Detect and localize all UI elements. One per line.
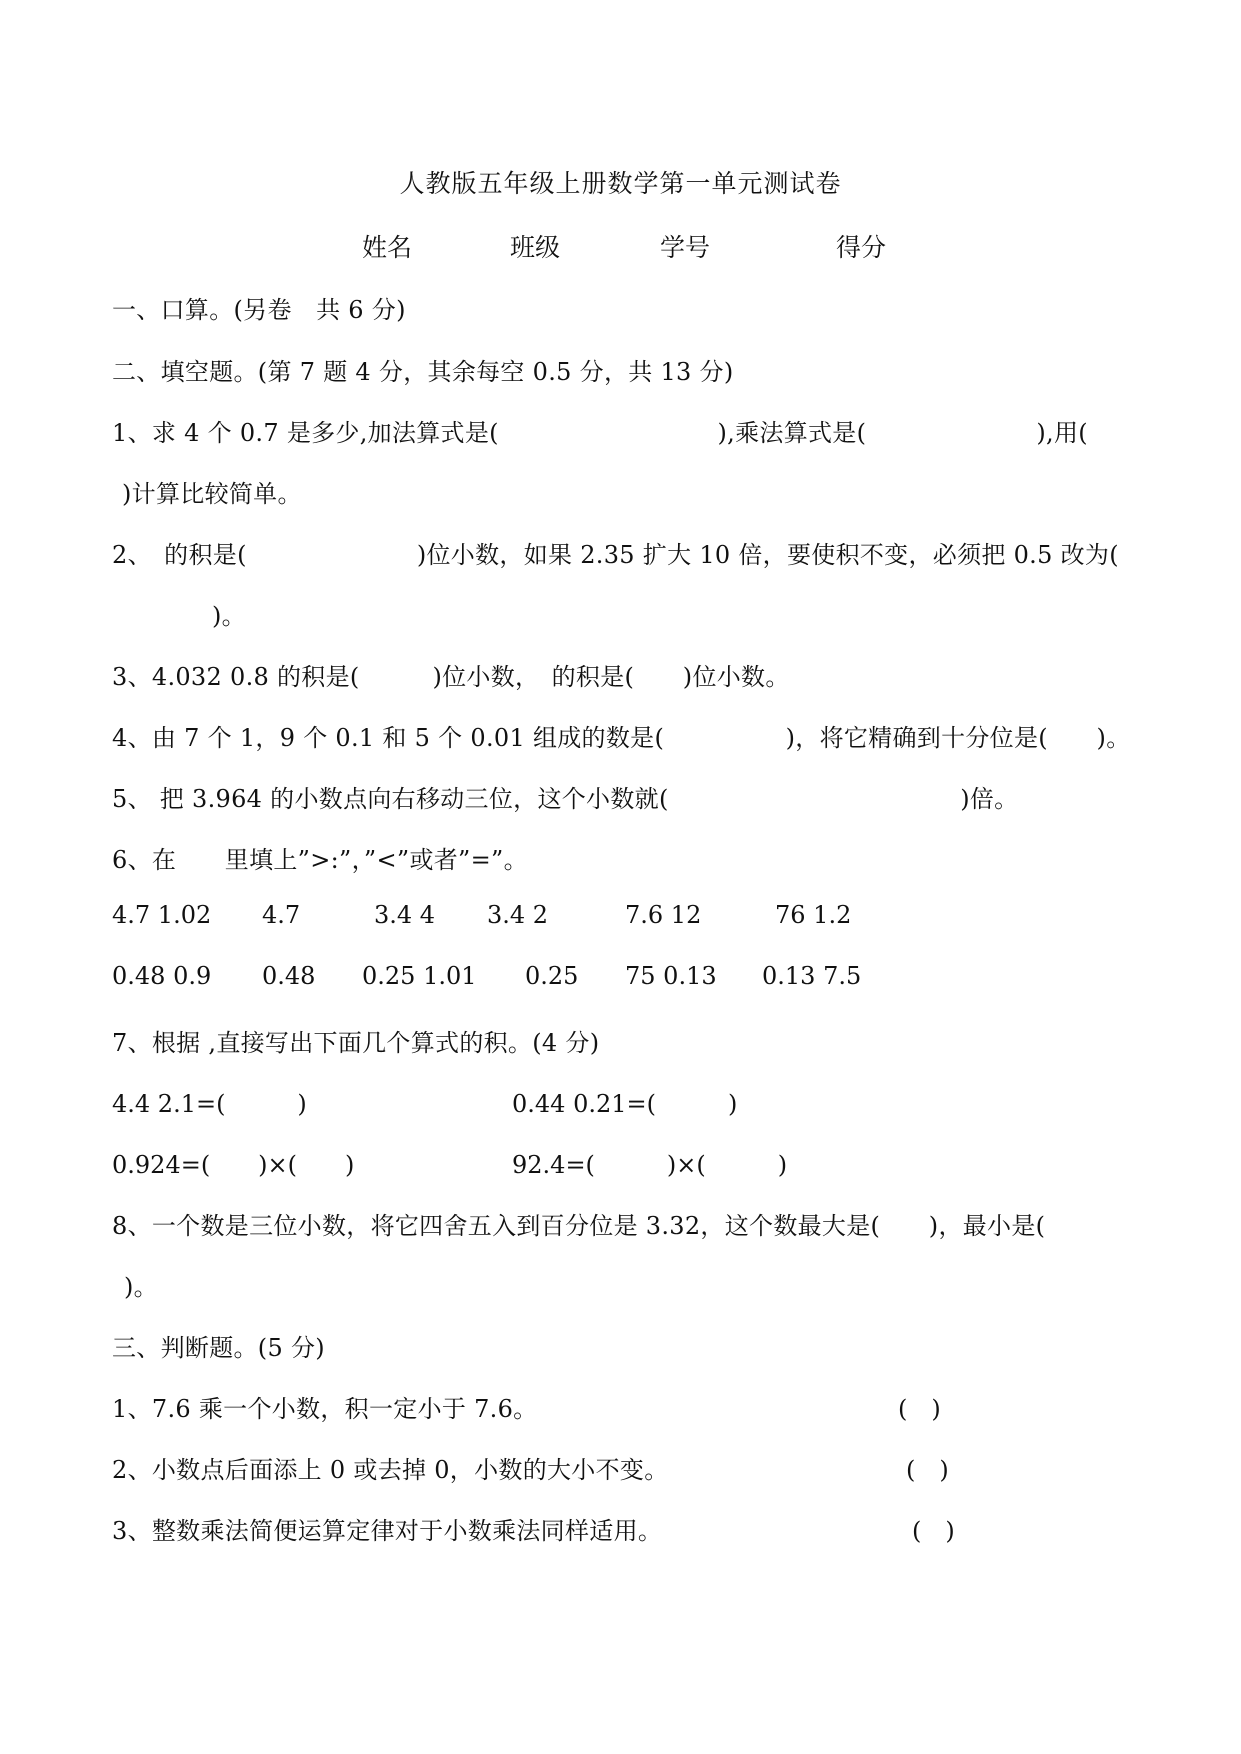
question-7-item-b: 0.44 0.21=( ) [512,1090,738,1118]
question-1-line-2: )计算比较简单。 [122,480,302,508]
question-8-line-2: )。 [124,1273,158,1301]
question-7-item-d: 92.4=( )×( ) [512,1151,788,1179]
judge-answer-blank: ( ) [898,1395,941,1423]
name-label: 姓名 [362,233,413,262]
class-label: 班级 [510,233,561,262]
compare-item: 3.4 2 [487,901,549,929]
compare-item: 4.7 [262,901,301,929]
question-3: 3、4.032 0.8 的积是( )位小数， 的积是( )位小数。 [112,663,790,691]
question-7-prompt: 7、根据 ,直接写出下面几个算式的积。(4 分) [112,1029,600,1057]
judge-question-2: 2、小数点后面添上 0 或去掉 0，小数的大小不变。 [112,1456,669,1484]
section-2-heading: 二、填空题。(第 7 题 4 分，其余每空 0.5 分，共 13 分) [112,358,734,386]
question-8-line-1: 8、一个数是三位小数，将它四舍五入到百分位是 3.32，这个数最大是( )，最小是( [112,1212,1046,1240]
judge-answer-blank: ( ) [912,1517,955,1545]
judge-question-1: 1、7.6 乘一个小数，积一定小于 7.6。 [112,1395,538,1423]
compare-item: 75 0.13 [625,962,717,990]
compare-item: 0.25 [525,962,579,990]
page-title: 人教版五年级上册数学第一单元测试卷 [399,169,842,198]
question-6-prompt: 6、在 里填上”>:”，”<”或者”=”。 [112,846,528,874]
compare-item: 0.48 [262,962,316,990]
score-label: 得分 [836,233,887,262]
compare-item: 3.4 4 [374,901,436,929]
question-1-line-1: 1、求 4 个 0.7 是多少,加法算式是( ),乘法算式是( ),用( [112,419,1088,447]
compare-item: 0.25 1.01 [362,962,477,990]
compare-item: 0.48 0.9 [112,962,212,990]
section-1-heading: 一、口算。(另卷 共 6 分) [112,296,406,324]
student-id-label: 学号 [660,233,711,262]
compare-item: 7.6 12 [625,901,702,929]
question-7-item-a: 4.4 2.1=( ) [112,1090,307,1118]
judge-answer-blank: ( ) [906,1456,949,1484]
judge-question-3: 3、整数乘法简便运算定律对于小数乘法同样适用。 [112,1517,663,1545]
compare-item: 76 1.2 [775,901,852,929]
section-3-heading: 三、判断题。(5 分) [112,1334,325,1362]
question-2-line-1: 2、 的积是( )位小数，如果 2.35 扩大 10 倍，要使积不变，必须把 0.5 改为( [112,541,1119,569]
compare-item: 0.13 7.5 [762,962,862,990]
compare-item: 4.7 1.02 [112,901,212,929]
question-7-item-c: 0.924=( )×( ) [112,1151,355,1179]
question-2-line-2: )。 [212,602,246,630]
question-4: 4、由 7 个 1，9 个 0.1 和 5 个 0.01 组成的数是( )，将它精确到十分位是( )。 [112,724,1131,752]
question-5: 5、 把 3.964 的小数点向右移动三位，这个小数就( )倍。 [112,785,1019,813]
